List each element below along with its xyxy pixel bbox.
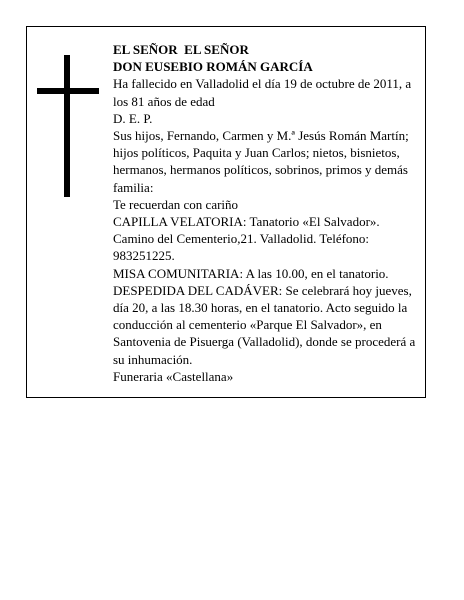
farewell-info: DESPEDIDA DEL CADÁVER: Se celebrará hoy jueves, día 20, a las 18.30 horas, en el tanatorio. Acto seguido la conducción al cementerio «Parque El Salvador», en Santovenia de Pisuerga (Valladolid), donde se procederá a su inhumación. [113,282,416,367]
cross-icon [37,55,99,197]
title-line-1: EL SEÑOR EL SEÑOR [113,42,249,57]
title-line-2: DON EUSEBIO ROMÁN GARCÍA [113,59,313,75]
dep-text: D. E. P. [113,110,153,126]
cross-horizontal-bar [37,88,99,94]
death-info: Ha fallecido en Valladolid el día 19 de octubre de 2011, a los 81 años de edad [113,76,412,109]
cross-vertical-bar [64,55,70,197]
obituary-notice [26,26,426,398]
family-text: Sus hijos, Fernando, Carmen y M.ª Jesús Román Martín; hijos políticos, Paquita y Juan Carlos; nietos, bisnietos, hermanos, hermanos políticos, sobrinos, primos y demás familia: [113,128,409,195]
mass-info: MISA COMUNITARIA: A las 10.00, en el tanatorio. [113,265,389,281]
obituary-text [113,41,423,385]
funeral-home: Funeraria «Castellana» [113,368,234,384]
chapel-info: CAPILLA VELATORIA: Tanatorio «El Salvador». Camino del Cementerio,21. Valladolid. Teléfono: 983251225. [113,214,380,264]
remembrance-text: Te recuerdan con cariño [113,196,239,212]
